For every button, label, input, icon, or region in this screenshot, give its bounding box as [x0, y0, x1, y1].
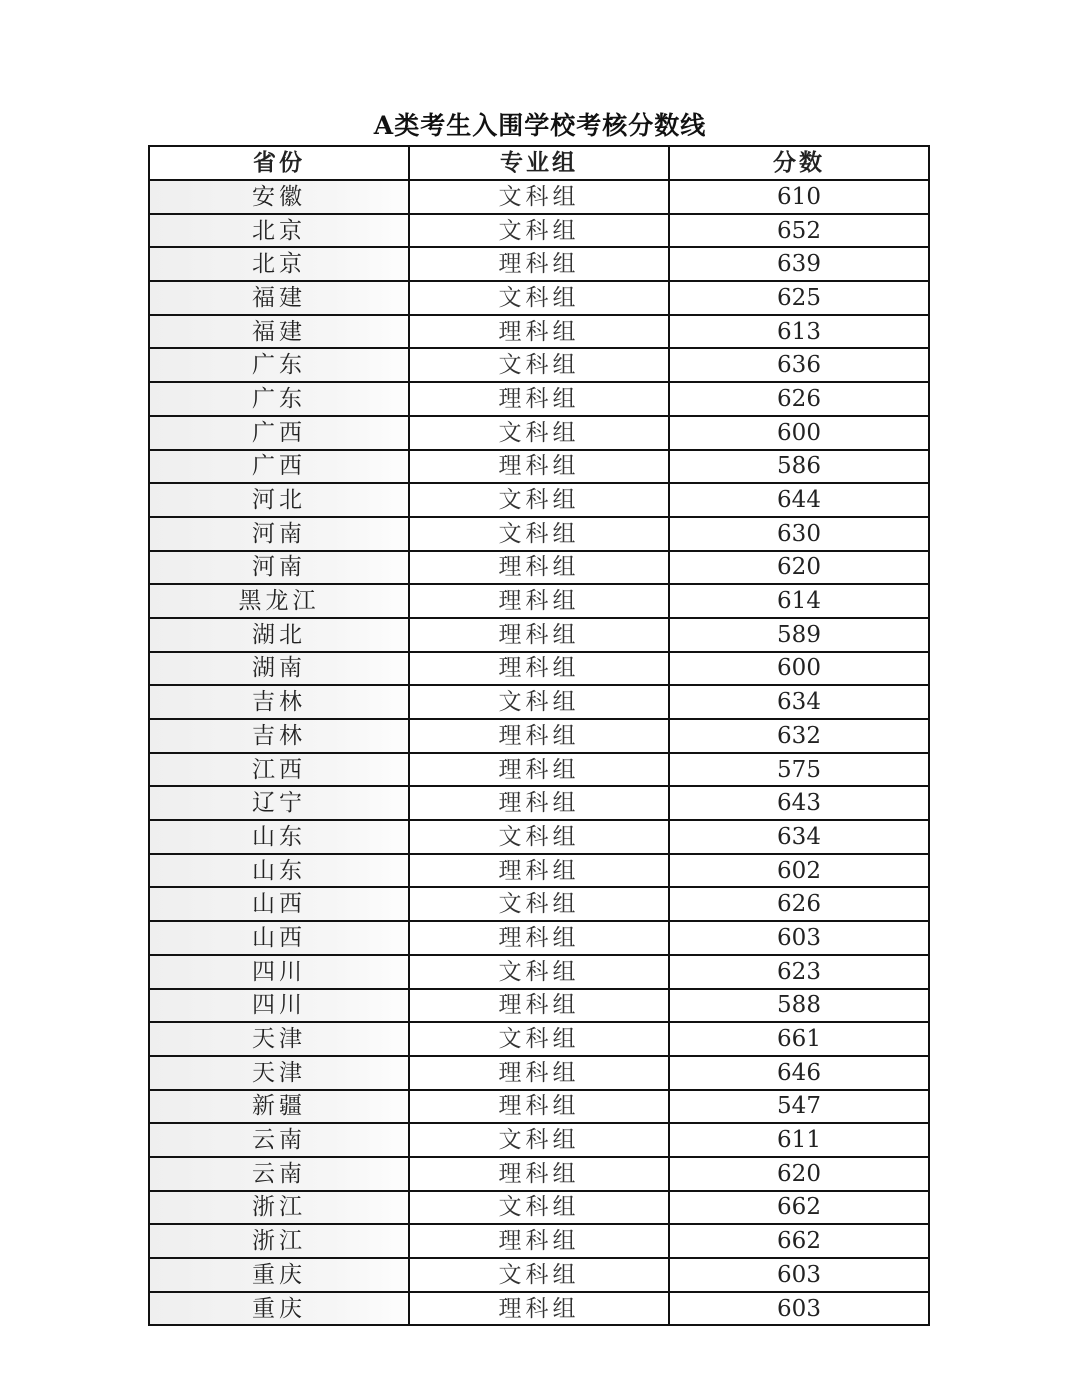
group-cell: 文科组 [409, 1191, 669, 1225]
province-cell: 辽宁 [149, 786, 409, 820]
table-row [149, 1191, 929, 1225]
group-cell: 文科组 [409, 517, 669, 551]
score-cell: 643 [669, 786, 929, 820]
document-title: A类考生入围学校考核分数线 [373, 111, 707, 140]
province-cell: 河南 [149, 551, 409, 585]
score-cell: 661 [669, 1022, 929, 1056]
score-cell: 644 [669, 483, 929, 517]
table-row [149, 180, 929, 214]
province-cell: 吉林 [149, 685, 409, 719]
score-cell: 611 [669, 1123, 929, 1157]
score-cell: 623 [669, 955, 929, 989]
score-cell: 600 [669, 652, 929, 686]
province-cell: 湖北 [149, 618, 409, 652]
table-row [149, 382, 929, 416]
group-cell: 文科组 [409, 685, 669, 719]
group-cell: 文科组 [409, 820, 669, 854]
group-cell: 文科组 [409, 214, 669, 248]
province-cell: 福建 [149, 281, 409, 315]
table-row [149, 1292, 929, 1326]
province-cell: 北京 [149, 247, 409, 281]
table-row [149, 1224, 929, 1258]
table-row [149, 652, 929, 686]
table-row [149, 887, 929, 921]
province-cell: 重庆 [149, 1258, 409, 1292]
score-cell: 636 [669, 348, 929, 382]
province-cell: 广东 [149, 382, 409, 416]
province-cell: 北京 [149, 214, 409, 248]
score-cell: 626 [669, 887, 929, 921]
province-cell: 重庆 [149, 1292, 409, 1326]
table-row [149, 719, 929, 753]
header-province: 省份 [149, 146, 409, 180]
table-row [149, 989, 929, 1023]
score-cell: 613 [669, 315, 929, 349]
score-cell: 632 [669, 719, 929, 753]
score-cell: 634 [669, 685, 929, 719]
table-row [149, 483, 929, 517]
group-cell: 理科组 [409, 719, 669, 753]
table-row [149, 1022, 929, 1056]
table-row [149, 1056, 929, 1090]
province-cell: 山东 [149, 820, 409, 854]
province-cell: 黑龙江 [149, 584, 409, 618]
province-cell: 湖南 [149, 652, 409, 686]
province-cell: 安徽 [149, 180, 409, 214]
score-cell: 603 [669, 1292, 929, 1326]
header-row [149, 146, 929, 180]
score-cell: 602 [669, 854, 929, 888]
table-row [149, 854, 929, 888]
group-cell: 文科组 [409, 281, 669, 315]
header-group: 专业组 [409, 146, 669, 180]
table-row [149, 786, 929, 820]
group-cell: 文科组 [409, 955, 669, 989]
province-cell: 广西 [149, 450, 409, 484]
table-row [149, 1123, 929, 1157]
group-cell: 文科组 [409, 416, 669, 450]
table-row [149, 955, 929, 989]
table-row [149, 517, 929, 551]
table-row [149, 820, 929, 854]
table-row [149, 753, 929, 787]
score-table [148, 145, 930, 1326]
score-cell: 639 [669, 247, 929, 281]
table-row [149, 281, 929, 315]
score-cell: 646 [669, 1056, 929, 1090]
group-cell: 文科组 [409, 483, 669, 517]
table-row [149, 584, 929, 618]
group-cell: 理科组 [409, 753, 669, 787]
group-cell: 理科组 [409, 1090, 669, 1124]
group-cell: 理科组 [409, 450, 669, 484]
group-cell: 文科组 [409, 180, 669, 214]
province-cell: 山西 [149, 887, 409, 921]
table-row [149, 416, 929, 450]
score-cell: 586 [669, 450, 929, 484]
score-cell: 652 [669, 214, 929, 248]
province-cell: 四川 [149, 989, 409, 1023]
score-cell: 610 [669, 180, 929, 214]
province-cell: 山西 [149, 921, 409, 955]
table-row [149, 315, 929, 349]
score-cell: 603 [669, 1258, 929, 1292]
group-cell: 理科组 [409, 551, 669, 585]
table-row [149, 247, 929, 281]
group-cell: 理科组 [409, 1157, 669, 1191]
score-cell: 575 [669, 753, 929, 787]
province-cell: 河南 [149, 517, 409, 551]
table-row [149, 685, 929, 719]
province-cell: 四川 [149, 955, 409, 989]
province-cell: 天津 [149, 1056, 409, 1090]
province-cell: 云南 [149, 1123, 409, 1157]
province-cell: 新疆 [149, 1090, 409, 1124]
table-row [149, 1258, 929, 1292]
group-cell: 理科组 [409, 652, 669, 686]
province-cell: 广东 [149, 348, 409, 382]
province-cell: 浙江 [149, 1224, 409, 1258]
score-cell: 662 [669, 1224, 929, 1258]
group-cell: 理科组 [409, 854, 669, 888]
province-cell: 广西 [149, 416, 409, 450]
table-row [149, 1090, 929, 1124]
group-cell: 文科组 [409, 1258, 669, 1292]
score-cell: 620 [669, 1157, 929, 1191]
score-cell: 589 [669, 618, 929, 652]
group-cell: 理科组 [409, 989, 669, 1023]
province-cell: 江西 [149, 753, 409, 787]
province-cell: 吉林 [149, 719, 409, 753]
table-row [149, 450, 929, 484]
group-cell: 理科组 [409, 1292, 669, 1326]
group-cell: 理科组 [409, 786, 669, 820]
province-cell: 天津 [149, 1022, 409, 1056]
group-cell: 理科组 [409, 618, 669, 652]
province-cell: 河北 [149, 483, 409, 517]
table-row [149, 618, 929, 652]
table-row [149, 921, 929, 955]
score-cell: 662 [669, 1191, 929, 1225]
province-cell: 山东 [149, 854, 409, 888]
table-row [149, 214, 929, 248]
group-cell: 理科组 [409, 1056, 669, 1090]
score-cell: 630 [669, 517, 929, 551]
province-cell: 云南 [149, 1157, 409, 1191]
group-cell: 文科组 [409, 348, 669, 382]
province-cell: 福建 [149, 315, 409, 349]
group-cell: 理科组 [409, 382, 669, 416]
score-cell: 588 [669, 989, 929, 1023]
score-cell: 547 [669, 1090, 929, 1124]
score-cell: 626 [669, 382, 929, 416]
group-cell: 理科组 [409, 247, 669, 281]
score-cell: 614 [669, 584, 929, 618]
group-cell: 理科组 [409, 1224, 669, 1258]
score-cell: 603 [669, 921, 929, 955]
province-cell: 浙江 [149, 1191, 409, 1225]
group-cell: 理科组 [409, 921, 669, 955]
score-cell: 625 [669, 281, 929, 315]
table-row [149, 551, 929, 585]
group-cell: 理科组 [409, 315, 669, 349]
header-score: 分数 [669, 146, 929, 180]
table-row [149, 348, 929, 382]
group-cell: 文科组 [409, 1022, 669, 1056]
group-cell: 理科组 [409, 584, 669, 618]
table-row [149, 1157, 929, 1191]
score-cell: 620 [669, 551, 929, 585]
group-cell: 文科组 [409, 887, 669, 921]
group-cell: 文科组 [409, 1123, 669, 1157]
score-cell: 600 [669, 416, 929, 450]
score-cell: 634 [669, 820, 929, 854]
